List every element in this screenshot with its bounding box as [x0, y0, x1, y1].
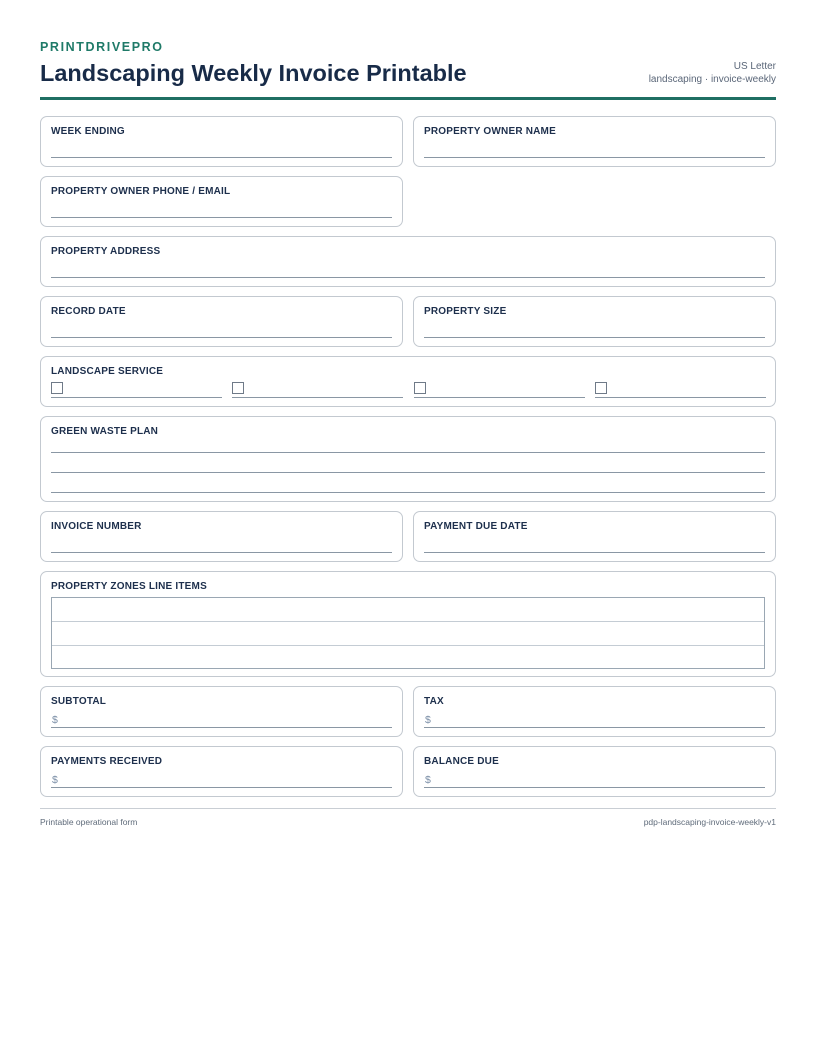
footer-form-id: pdp-landscaping-invoice-weekly-v1	[643, 817, 776, 827]
currency-symbol: $	[52, 774, 58, 786]
table-row[interactable]	[52, 622, 764, 646]
subtotal-field[interactable]	[40, 686, 403, 737]
service-option-3[interactable]	[414, 382, 585, 398]
write-line[interactable]	[51, 217, 392, 218]
field-label: PROPERTY OWNER PHONE / EMAIL	[51, 186, 231, 197]
checkbox[interactable]	[51, 382, 63, 394]
field-label: PROPERTY ADDRESS	[51, 246, 161, 257]
field-label: PROPERTY SIZE	[424, 306, 507, 317]
tax-field[interactable]	[413, 686, 776, 737]
line-items-table	[51, 597, 765, 669]
currency-symbol: $	[425, 714, 431, 726]
week-ending-field[interactable]	[40, 116, 403, 167]
property-owner-contact-field[interactable]	[40, 176, 403, 227]
green-waste-plan-field[interactable]	[40, 416, 776, 502]
field-label: BALANCE DUE	[424, 756, 499, 767]
field-label: INVOICE NUMBER	[51, 521, 142, 532]
write-line[interactable]	[51, 397, 222, 398]
table-row[interactable]	[52, 598, 764, 622]
write-line[interactable]	[51, 157, 392, 158]
form-tags: landscaping · invoice-weekly	[648, 74, 776, 85]
write-line[interactable]	[424, 787, 765, 788]
write-line[interactable]	[51, 492, 765, 493]
property-owner-name-field[interactable]	[413, 116, 776, 167]
paper-size: US Letter	[733, 61, 776, 72]
write-line[interactable]	[414, 397, 585, 398]
field-label: PROPERTY ZONES LINE ITEMS	[51, 581, 207, 592]
invoice-number-field[interactable]	[40, 511, 403, 562]
brand-logo-text: PRINTDRIVEPRO	[40, 40, 164, 54]
page-header	[40, 40, 776, 100]
footer-left-text: Printable operational form	[40, 817, 138, 827]
write-line[interactable]	[51, 787, 392, 788]
write-line[interactable]	[424, 337, 765, 338]
write-line[interactable]	[424, 727, 765, 728]
write-line[interactable]	[51, 452, 765, 453]
write-line[interactable]	[51, 337, 392, 338]
field-label: TAX	[424, 696, 444, 707]
field-label: GREEN WASTE PLAN	[51, 426, 159, 437]
record-date-field[interactable]	[40, 296, 403, 347]
field-label: PAYMENTS RECEIVED	[51, 756, 163, 767]
field-label: PAYMENT DUE DATE	[424, 521, 528, 532]
field-label: RECORD DATE	[51, 306, 126, 317]
write-line[interactable]	[424, 157, 765, 158]
header-meta	[649, 60, 776, 87]
checkbox[interactable]	[595, 382, 607, 394]
line-items-section	[40, 571, 776, 677]
footer-rule	[40, 808, 776, 809]
currency-symbol: $	[425, 774, 431, 786]
service-option-4[interactable]	[595, 382, 766, 398]
write-line[interactable]	[51, 472, 765, 473]
payment-due-date-field[interactable]	[413, 511, 776, 562]
header-row	[40, 59, 776, 87]
write-line[interactable]	[51, 552, 392, 553]
header-rule	[40, 97, 776, 100]
write-line[interactable]	[51, 277, 765, 278]
write-line[interactable]	[424, 552, 765, 553]
service-option-2[interactable]	[232, 382, 403, 398]
write-line[interactable]	[51, 727, 392, 728]
payments-received-field[interactable]	[40, 746, 403, 797]
field-label: WEEK ENDING	[51, 126, 125, 137]
checkbox[interactable]	[414, 382, 426, 394]
write-line[interactable]	[232, 397, 403, 398]
field-label: PROPERTY OWNER NAME	[424, 126, 556, 137]
checkbox[interactable]	[232, 382, 244, 394]
field-label: SUBTOTAL	[51, 696, 107, 707]
landscape-service-field	[40, 356, 776, 407]
service-option-1[interactable]	[51, 382, 222, 398]
property-address-field[interactable]	[40, 236, 776, 287]
field-label: LANDSCAPE SERVICE	[51, 366, 164, 377]
write-line[interactable]	[595, 397, 766, 398]
property-size-field[interactable]	[413, 296, 776, 347]
balance-due-field[interactable]	[413, 746, 776, 797]
page-title: Landscaping Weekly Invoice Printable	[40, 60, 467, 86]
currency-symbol: $	[52, 714, 58, 726]
table-row[interactable]	[52, 646, 764, 670]
